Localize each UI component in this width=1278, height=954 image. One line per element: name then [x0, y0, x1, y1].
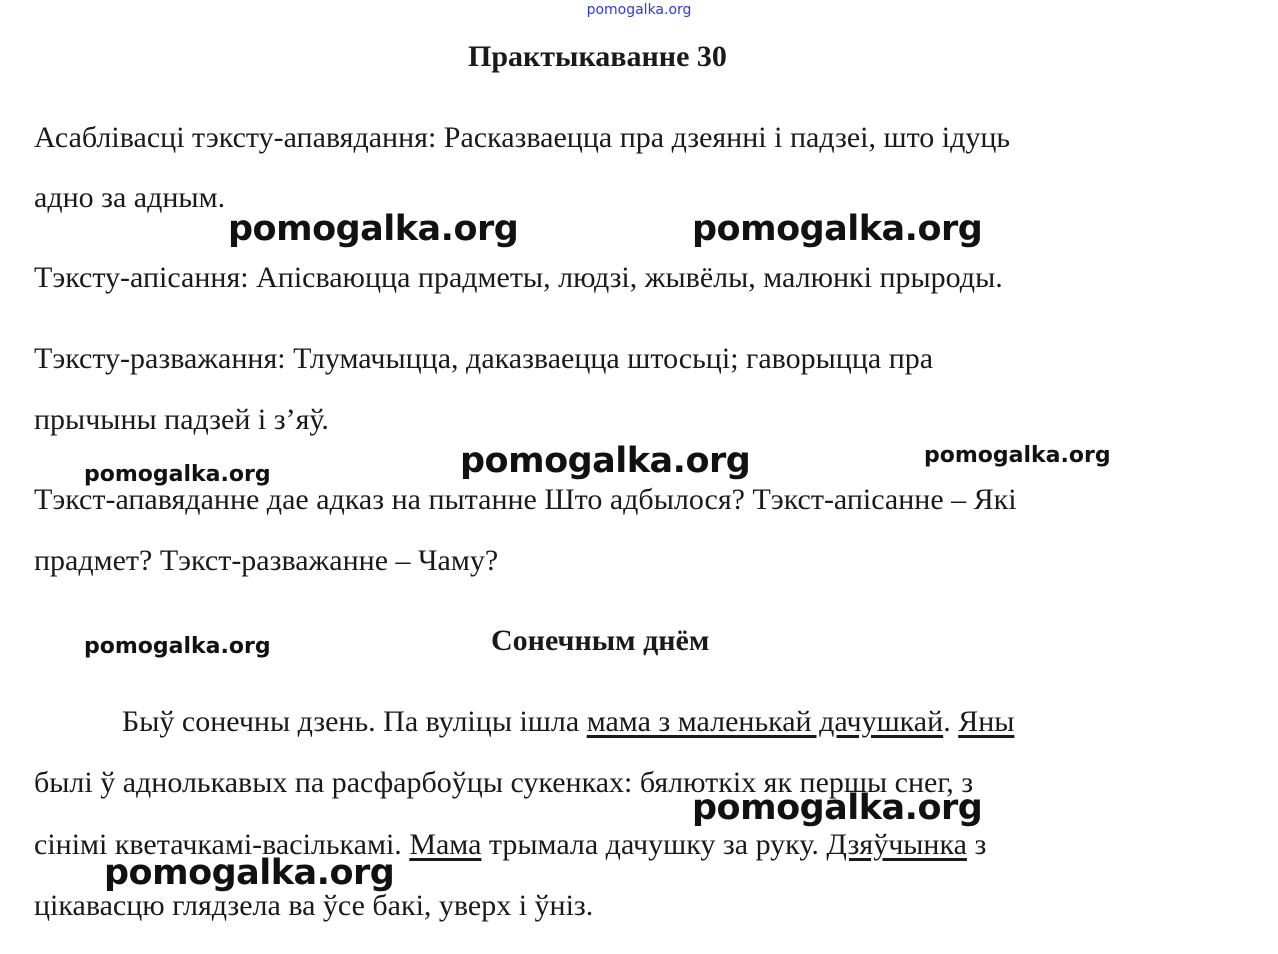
underlined-subject: Дзяўчынка: [826, 828, 967, 861]
underlined-subject: Мама: [409, 828, 482, 861]
underlined-subject: Яны: [958, 705, 1015, 738]
watermark: pomogalka.org: [924, 443, 1111, 468]
watermark: pomogalka.org: [692, 788, 983, 828]
story-line-1: [122, 707, 1014, 737]
watermark: pomogalka.org: [228, 209, 519, 249]
text-line-6: Тэкст-апавяданне дае адказ на пытанне Што адбылося? Тэкст-апісанне – Які: [34, 483, 1017, 516]
story-text: трымала дачушку за руку.: [481, 828, 827, 861]
text-line-5: прычыны падзей і з’яў.: [34, 403, 329, 436]
watermark-top: pomogalka.org: [586, 2, 692, 18]
watermark: pomogalka.org: [460, 441, 751, 481]
watermark: pomogalka.org: [104, 853, 395, 893]
text-line-1: Асаблівасці тэксту-апавядання: Расказваецца пра дзеянні і падзеі, што ідуць: [34, 121, 1011, 154]
text-line-7: прадмет? Тэкст-разважанне – Чаму?: [34, 544, 499, 577]
watermark: pomogalka.org: [84, 634, 271, 659]
story-text: Быў сонечны дзень. Па вуліцы ішла: [122, 705, 587, 738]
story-text: з: [966, 828, 987, 861]
story-title: Сонечным днём: [491, 624, 710, 657]
story-text: сінімі кветачкамі-васількамі.: [34, 828, 410, 861]
story-line-4: цікавасцю глядзела ва ўсе бакі, уверх і ўніз.: [34, 889, 594, 922]
text-line-3: Тэксту-апісання: Апісваюцца прадметы, людзі, жывёлы, малюнкі прыроды.: [34, 261, 1003, 294]
story-line-2: былі ў аднолькавых па расфарбоўцы сукенках: бялюткіх як першы снег, з: [34, 766, 974, 799]
page-title: Практыкаванне 30: [468, 40, 727, 73]
watermark: pomogalka.org: [692, 209, 983, 249]
text-line-2: адно за адным.: [34, 181, 226, 214]
story-text: .: [943, 705, 959, 738]
text-line-4: Тэксту-разважання: Тлумачыцца, даказваецца штосьці; гаворыцца пра: [34, 342, 934, 375]
watermark: pomogalka.org: [84, 462, 271, 487]
underlined-subject: мама з маленькай дачушкай: [586, 705, 944, 738]
